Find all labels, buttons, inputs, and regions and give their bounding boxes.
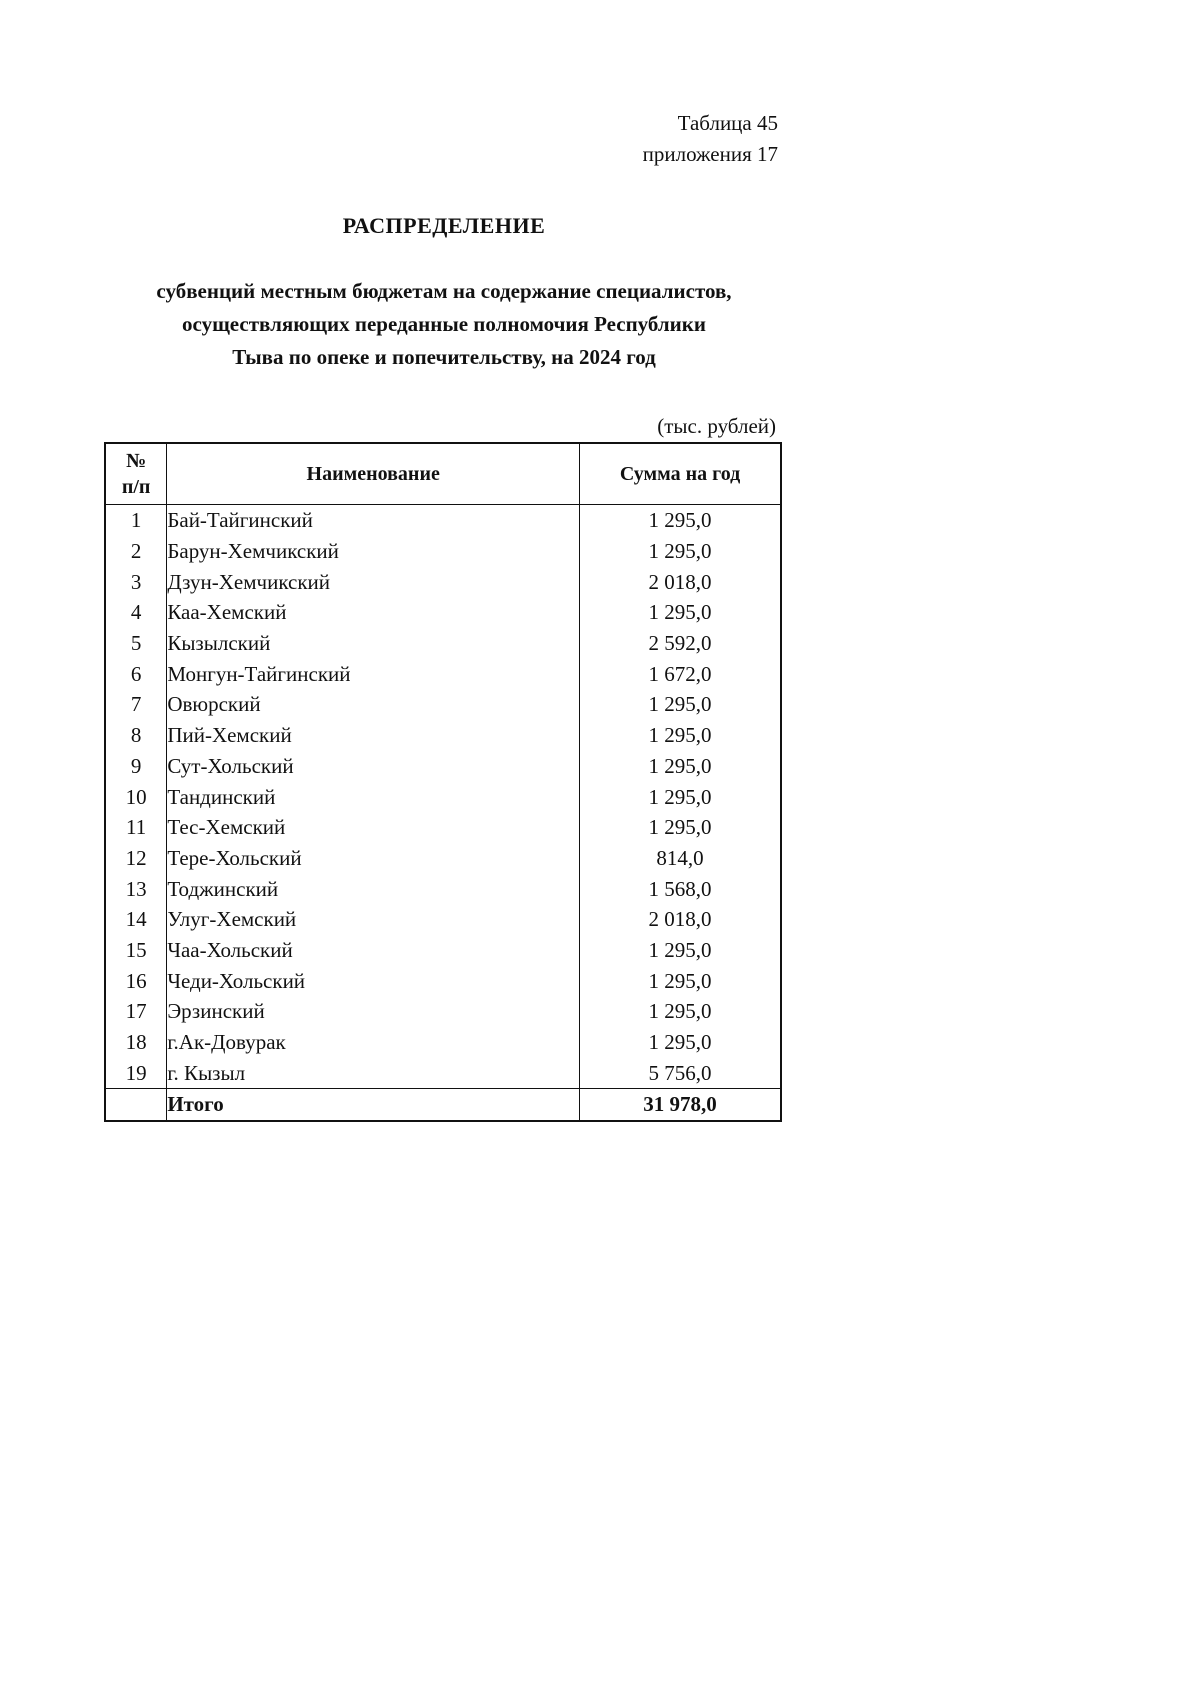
row-name: Тес-Хемский — [167, 812, 580, 843]
row-sum: 1 295,0 — [580, 720, 781, 751]
row-name: Бай-Тайгинский — [167, 505, 580, 536]
distribution-table — [104, 442, 782, 1122]
row-number: 5 — [105, 628, 167, 659]
row-name: Каа-Хемский — [167, 597, 580, 628]
table-row — [105, 1057, 781, 1088]
subtitle-line-1: субвенций местным бюджетам на содержание специалистов, — [156, 279, 732, 303]
header-number-abbr: п/п — [121, 476, 151, 498]
table-total-row — [105, 1089, 781, 1121]
row-name: г. Кызыл — [167, 1057, 580, 1088]
row-number: 18 — [105, 1027, 167, 1058]
table-row — [105, 658, 781, 689]
row-name: Сут-Хольский — [167, 751, 580, 782]
row-number: 12 — [105, 843, 167, 874]
row-name: г.Ак-Довурак — [167, 1027, 580, 1058]
row-name: Чеди-Хольский — [167, 965, 580, 996]
header-number-symbol: № — [126, 450, 147, 472]
row-number: 14 — [105, 904, 167, 935]
row-number: 1 — [105, 505, 167, 536]
row-name: Чаа-Хольский — [167, 935, 580, 966]
row-sum: 2 018,0 — [580, 566, 781, 597]
row-sum: 1 568,0 — [580, 873, 781, 904]
table-row — [105, 566, 781, 597]
table-row — [105, 781, 781, 812]
units-label: (тыс. рублей) — [657, 414, 776, 438]
row-name: Эрзинский — [167, 996, 580, 1027]
table-row — [105, 536, 781, 567]
row-sum: 1 295,0 — [580, 751, 781, 782]
table-row — [105, 812, 781, 843]
subtitle-line-3: Тыва по опеке и попечительству, на 2024 год — [232, 345, 656, 369]
row-number: 7 — [105, 689, 167, 720]
row-sum: 1 672,0 — [580, 658, 781, 689]
table-row — [105, 1027, 781, 1058]
row-sum: 1 295,0 — [580, 1027, 781, 1058]
row-sum: 1 295,0 — [580, 597, 781, 628]
row-number: 10 — [105, 781, 167, 812]
row-number: 3 — [105, 566, 167, 597]
row-name: Тандинский — [167, 781, 580, 812]
row-sum: 1 295,0 — [580, 935, 781, 966]
table-row — [105, 873, 781, 904]
document-title: РАСПРЕДЕЛЕНИЕ — [342, 213, 546, 238]
row-sum: 1 295,0 — [580, 812, 781, 843]
header-sum: Сумма на год — [580, 443, 781, 505]
table-row — [105, 843, 781, 874]
row-name: Улуг-Хемский — [167, 904, 580, 935]
row-sum: 2 592,0 — [580, 628, 781, 659]
table-row — [105, 965, 781, 996]
row-name: Тере-Хольский — [167, 843, 580, 874]
table-row — [105, 751, 781, 782]
table-row — [105, 904, 781, 935]
row-name: Овюрский — [167, 689, 580, 720]
row-sum: 814,0 — [580, 843, 781, 874]
row-number: 6 — [105, 658, 167, 689]
subtitle-line-2: осуществляющих переданные полномочия Республики — [182, 312, 706, 336]
table-row — [105, 996, 781, 1027]
row-number: 17 — [105, 996, 167, 1027]
table-row — [105, 720, 781, 751]
row-number: 16 — [105, 965, 167, 996]
row-sum: 2 018,0 — [580, 904, 781, 935]
row-sum: 1 295,0 — [580, 505, 781, 536]
total-sum: 31 978,0 — [580, 1089, 781, 1121]
header-name: Наименование — [167, 443, 580, 505]
total-label: Итого — [167, 1089, 580, 1121]
row-sum: 1 295,0 — [580, 996, 781, 1027]
row-name: Дзун-Хемчикский — [167, 566, 580, 597]
row-number: 15 — [105, 935, 167, 966]
table-body — [105, 505, 781, 1121]
row-name: Монгун-Тайгинский — [167, 658, 580, 689]
row-number: 4 — [105, 597, 167, 628]
header-number — [105, 443, 167, 505]
table-header-row — [105, 443, 781, 505]
row-name: Барун-Хемчикский — [167, 536, 580, 567]
document-subtitle — [96, 275, 792, 374]
row-number: 9 — [105, 751, 167, 782]
row-sum: 1 295,0 — [580, 689, 781, 720]
row-number: 11 — [105, 812, 167, 843]
table-row — [105, 689, 781, 720]
row-sum: 1 295,0 — [580, 781, 781, 812]
table-reference — [643, 108, 778, 170]
table-row — [105, 505, 781, 536]
row-number: 19 — [105, 1057, 167, 1088]
row-name: Кызылский — [167, 628, 580, 659]
row-name: Пий-Хемский — [167, 720, 580, 751]
row-name: Тоджинский — [167, 873, 580, 904]
table-row — [105, 935, 781, 966]
row-sum: 1 295,0 — [580, 965, 781, 996]
row-number: 2 — [105, 536, 167, 567]
appendix-number: приложения 17 — [642, 142, 778, 166]
table-row — [105, 628, 781, 659]
table-row — [105, 597, 781, 628]
table-number: Таблица 45 — [677, 111, 778, 135]
row-number: 8 — [105, 720, 167, 751]
row-number: 13 — [105, 873, 167, 904]
row-sum: 1 295,0 — [580, 536, 781, 567]
total-number-cell — [105, 1089, 167, 1121]
row-sum: 5 756,0 — [580, 1057, 781, 1088]
